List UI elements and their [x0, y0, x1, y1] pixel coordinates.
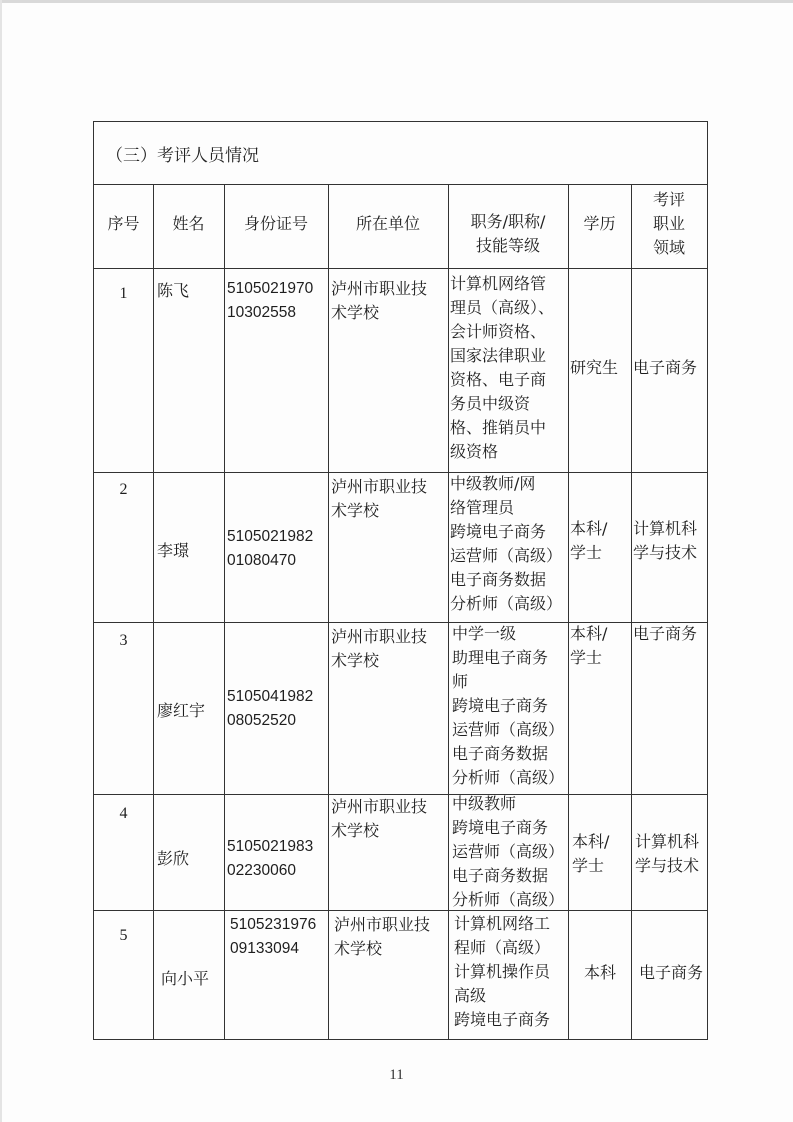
- row-2-title-line: 络管理员: [450, 498, 515, 517]
- row-5-title-line: 跨境电子商务: [454, 1010, 551, 1029]
- row-2-field: [633, 517, 697, 565]
- row-3-field-line: 电子商务: [633, 624, 698, 643]
- header-title-line: 技能等级: [475, 236, 540, 255]
- row-3-title-line: 中学一级: [452, 624, 517, 643]
- row-2-edu-line: 学士: [570, 543, 603, 562]
- row-5-title-line: 高级: [454, 986, 487, 1005]
- row-5-edu-line: 本科: [584, 963, 617, 982]
- row-5-title-line: 计算机网络工: [454, 914, 551, 933]
- row-5-unit-line: 术学校: [334, 939, 383, 958]
- row-3-edu-line: 学士: [570, 648, 603, 667]
- row-1-title-line: 理员（高级）、: [450, 298, 555, 317]
- row-2-edu: [570, 517, 607, 565]
- row-3-seq: 3: [119, 632, 128, 649]
- row-4-title-line: 分析师（高级）: [452, 890, 565, 909]
- row-1-edu: [570, 356, 618, 380]
- header-seq: 序号: [107, 214, 140, 233]
- page-number: 11: [389, 1067, 404, 1083]
- col-line-3: [328, 184, 329, 1040]
- row-1-id-line: 10302558: [227, 304, 296, 321]
- row-1-unit-line: 泸州市职业技: [331, 279, 428, 298]
- row-1-field-line: 电子商务: [633, 358, 698, 377]
- col-line-1: [153, 184, 154, 1040]
- row-3-title-line: 运营师（高级）: [452, 720, 565, 739]
- row-3-id-line: 5105041982: [227, 688, 314, 705]
- row-5-seq: 5: [119, 927, 128, 944]
- row-2-title-line: 分析师（高级）: [450, 594, 563, 613]
- row-3-unit-line: 术学校: [331, 651, 380, 670]
- header-title-line: 职务/职称/: [470, 212, 546, 231]
- header-field-line: 考评: [652, 190, 685, 209]
- row-1-title-line: 资格、电子商: [450, 370, 547, 389]
- section-title: （三）考评人员情况: [94, 122, 707, 185]
- row-5-title: [454, 912, 550, 1032]
- row-2-id-line: 5105021982: [227, 528, 314, 545]
- row-2-title: [450, 472, 562, 616]
- row-3-unit-line: 泸州市职业技: [331, 627, 428, 646]
- row-3-field: [633, 622, 697, 646]
- header-bottom-line: [94, 268, 707, 269]
- header-name: 姓名: [172, 214, 205, 233]
- scan-top-edge: [0, 0, 793, 3]
- row-2-title-line: 电子商务数据: [450, 570, 547, 589]
- row-1-title-line: 计算机网络管: [450, 274, 547, 293]
- col-line-6: [631, 184, 632, 1040]
- row-4-name: 彭欣: [157, 849, 190, 868]
- row-1-unit: [331, 277, 427, 325]
- row-1-seq: 1: [119, 285, 128, 302]
- header-title: [448, 210, 568, 258]
- row-3-edu-line: 本科/: [570, 624, 608, 643]
- row-1-id-line: 5105021970: [227, 280, 314, 297]
- row-4-title-line: 中级教师: [452, 794, 517, 813]
- row-5-edu: [584, 961, 616, 985]
- row-5-title-line: 程师（高级）: [454, 938, 551, 957]
- evaluator-table: [93, 121, 708, 1040]
- row-2-unit: [331, 475, 427, 523]
- row-5-id-line: 5105231976: [230, 916, 317, 933]
- row-4-id-line: 5105021983: [227, 838, 314, 855]
- row-3-title-line: 跨境电子商务: [452, 696, 549, 715]
- row-1-field: [633, 356, 697, 380]
- row-1-bottom-line: [94, 472, 707, 473]
- row-5-unit: [334, 913, 430, 961]
- row-4-unit: [331, 795, 427, 843]
- row-5-name: 向小平: [161, 969, 210, 988]
- header-edu: 学历: [583, 214, 616, 233]
- row-4-seq: 4: [119, 805, 128, 822]
- row-4-edu-line: 本科/: [572, 832, 610, 851]
- row-2-unit-line: 泸州市职业技: [331, 477, 428, 496]
- row-1-unit-line: 术学校: [331, 303, 380, 322]
- row-1-name: 陈飞: [157, 281, 190, 300]
- row-2-unit-line: 术学校: [331, 501, 380, 520]
- row-4-bottom-line: [94, 910, 707, 911]
- row-3-title: [452, 622, 564, 790]
- row-2-title-line: 跨境电子商务: [450, 522, 547, 541]
- row-4-edu: [572, 830, 609, 878]
- row-1-title-line: 格、推销员中: [450, 418, 547, 437]
- row-1-title: [450, 272, 554, 464]
- row-2-id-line: 01080470: [227, 552, 296, 569]
- row-4-unit-line: 泸州市职业技: [331, 797, 428, 816]
- row-2-edu-line: 本科/: [570, 519, 608, 538]
- row-2-title-line: 中级教师/网: [450, 474, 536, 493]
- row-4-field: [635, 830, 699, 878]
- row-4-field-line: 计算机科: [635, 832, 700, 851]
- row-2-seq: 2: [119, 481, 128, 498]
- row-4-edu-line: 学士: [572, 856, 605, 875]
- row-1-edu-line: 研究生: [570, 358, 619, 377]
- row-3-edu: [570, 622, 607, 670]
- row-2-title-line: 运营师（高级）: [450, 546, 563, 565]
- row-5-id: [230, 913, 316, 961]
- row-2-bottom-line: [94, 622, 707, 623]
- header-field-line: 领域: [652, 238, 685, 257]
- row-3-title-line: 分析师（高级）: [452, 768, 565, 787]
- row-3-title-line: 师: [452, 672, 469, 691]
- header-id: 身份证号: [243, 214, 308, 233]
- row-3-id: [227, 685, 313, 733]
- header-field-line: 职业: [652, 214, 685, 233]
- row-5-title-line: 计算机操作员: [454, 962, 551, 981]
- col-line-2: [224, 184, 225, 1040]
- row-3-unit: [331, 625, 427, 673]
- row-1-title-line: 务员中级资: [450, 394, 531, 413]
- row-2-field-line: 学与技术: [633, 543, 698, 562]
- row-3-id-line: 08052520: [227, 712, 296, 729]
- row-2-field-line: 计算机科: [633, 519, 698, 538]
- row-5-unit-line: 泸州市职业技: [334, 915, 431, 934]
- row-4-id-line: 02230060: [227, 862, 296, 879]
- row-2-id: [227, 525, 313, 573]
- row-4-field-line: 学与技术: [635, 856, 700, 875]
- row-4-title-line: 电子商务数据: [452, 866, 549, 885]
- row-4-title-line: 运营师（高级）: [452, 842, 565, 861]
- row-2-name: 李璟: [157, 541, 190, 560]
- header-field: [631, 188, 707, 260]
- row-1-title-line: 国家法律职业: [450, 346, 547, 365]
- row-1-id: [227, 277, 313, 325]
- row-4-title-line: 跨境电子商务: [452, 818, 549, 837]
- row-4-unit-line: 术学校: [331, 821, 380, 840]
- row-4-id: [227, 835, 313, 883]
- row-1-title-line: 级资格: [450, 442, 499, 461]
- col-line-4: [448, 184, 449, 1040]
- row-5-field-line: 电子商务: [639, 963, 704, 982]
- row-3-title-line: 电子商务数据: [452, 744, 549, 763]
- scan-left-edge: [0, 0, 2, 1122]
- row-4-title: [452, 792, 564, 912]
- row-5-field: [639, 961, 703, 985]
- header-unit: 所在单位: [355, 214, 420, 233]
- row-5-id-line: 09133094: [230, 940, 299, 957]
- row-3-name: 廖红宇: [157, 701, 206, 720]
- col-line-5: [568, 184, 569, 1040]
- row-1-title-line: 会计师资格、: [450, 322, 547, 341]
- row-3-title-line: 助理电子商务: [452, 648, 549, 667]
